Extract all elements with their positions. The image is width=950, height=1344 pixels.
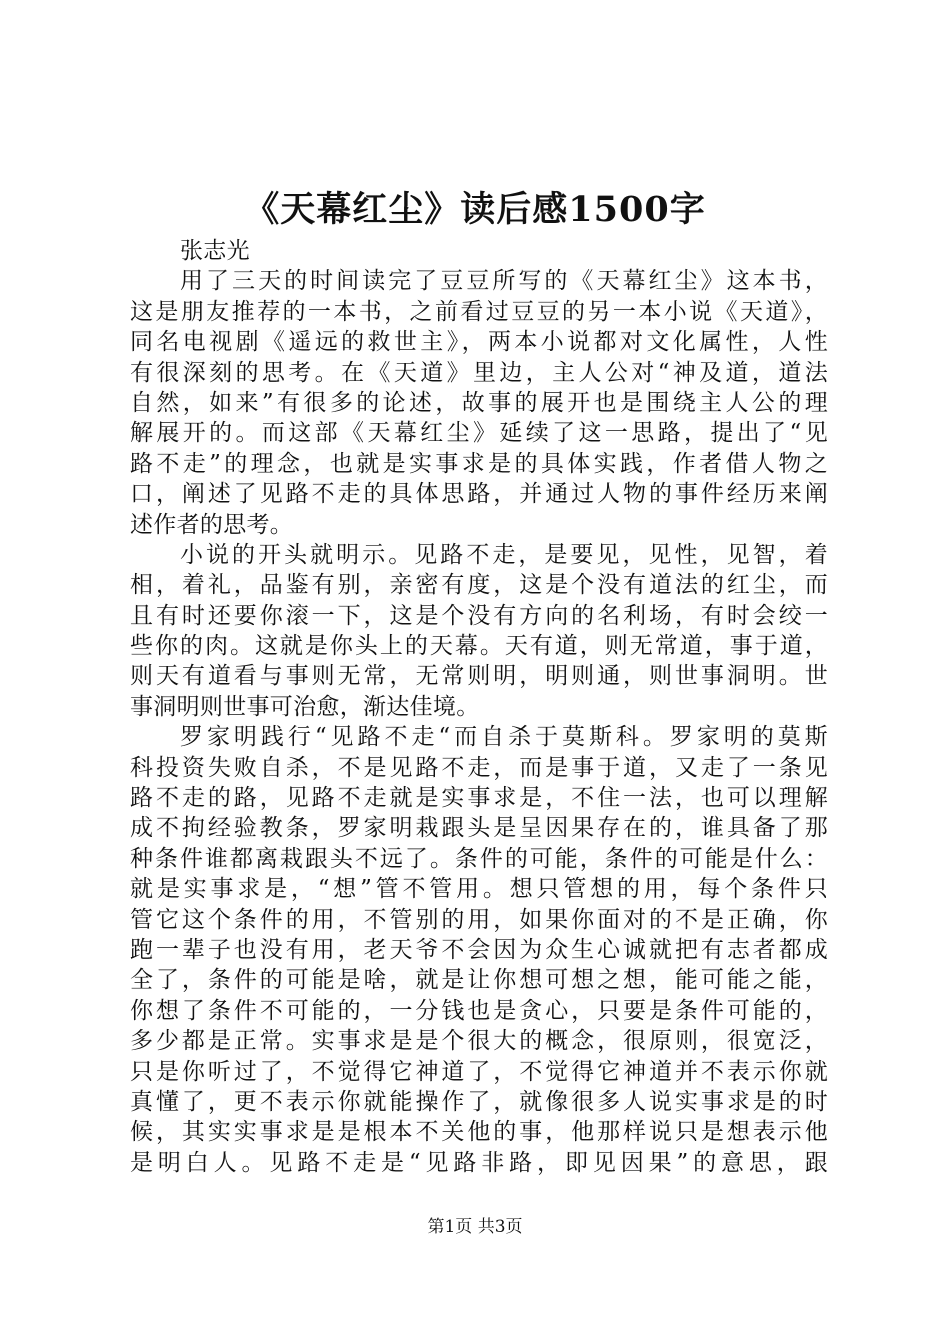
paragraph-line: 解展开的。而这部《天幕红尘》延续了这一思路，提出了“见	[130, 420, 828, 447]
document-body	[130, 236, 828, 1178]
paragraph-line: 且有时还要你滚一下，这是个没有方向的名利场，有时会绞一	[130, 602, 828, 629]
paragraph-line: 候，其实实事求是是根本不关他的事，他那样说只是想表示他	[130, 1119, 828, 1146]
paragraph-line: 科投资失败自杀，不是见路不走，而是事于道，又走了一条见	[130, 754, 828, 781]
paragraph-line: 跑一辈子也没有用，老天爷不会因为众生心诚就把有志者都成	[130, 936, 828, 963]
paragraph-line: 种条件谁都离栽跟头不远了。条件的可能，条件的可能是什么：	[130, 845, 828, 872]
paragraph-line: 是明白人。见路不走是“见路非路，即见因果”的意思，跟	[130, 1149, 828, 1176]
paragraph-line: 相，着礼，品鉴有别，亲密有度，这是个没有道法的红尘，而	[130, 572, 828, 599]
paragraph-line: 全了，条件的可能是啥，就是让你想可想之想，能可能之能，	[130, 967, 828, 994]
paragraph-line: 自然，如来”有很多的论述，故事的展开也是围绕主人公的理	[130, 389, 828, 416]
paragraph-line: 些你的肉。这就是你头上的天幕。天有道，则无常道，事于道，	[130, 633, 828, 660]
paragraph-line: 路不走的路，见路不走就是实事求是，不住一法，也可以理解	[130, 785, 828, 812]
paragraph-line: 事洞明则世事可治愈，渐达佳境。	[130, 693, 480, 720]
paragraph-line: 述作者的思考。	[130, 511, 294, 538]
paragraph-line: 就是实事求是，“想”管不管用。想只管想的用，每个条件只	[130, 876, 828, 903]
paragraph-line: 成不拘经验教条，罗家明栽跟头是呈因果存在的，谁具备了那	[130, 815, 828, 842]
paragraph-line: 同名电视剧《遥远的救世主》，两本小说都对文化属性，人性	[130, 329, 828, 356]
paragraph-line: 这是朋友推荐的一本书，之前看过豆豆的另一本小说《天道》，	[130, 298, 828, 325]
author-name: 张志光	[180, 238, 250, 264]
page-number: 第1页 共3页	[427, 1217, 523, 1237]
paragraph-line: 用了三天的时间读完了豆豆所写的《天幕红尘》这本书，	[180, 268, 828, 295]
paragraph-line: 真懂了，更不表示你就能操作了，就像很多人说实事求是的时	[130, 1088, 828, 1115]
paragraph-line: 路不走”的理念，也就是实事求是的具体实践，作者借人物之	[130, 450, 828, 477]
paragraph-line: 有很深刻的思考。在《天道》里边，主人公对“神及道，道法	[130, 359, 828, 386]
paragraph-line: 口，阐述了见路不走的具体思路，并通过人物的事件经历来阐	[130, 481, 828, 508]
paragraph-line: 管它这个条件的用，不管别的用，如果你面对的不是正确，你	[130, 906, 828, 933]
paragraph-line: 你想了条件不可能的，一分钱也是贪心，只要是条件可能的，	[130, 997, 828, 1024]
paragraph-line: 多少都是正常。实事求是是个很大的概念，很原则，很宽泛，	[130, 1028, 828, 1055]
paragraph-line: 则天有道看与事则无常，无常则明，明则通，则世事洞明。世	[130, 663, 828, 690]
document-title: 《天幕红尘》读后感1500字	[244, 189, 706, 230]
paragraph-line: 只是你听过了，不觉得它神道了，不觉得它神道并不表示你就	[130, 1058, 828, 1085]
paragraph-line: 罗家明践行“见路不走“而自杀于莫斯科。罗家明的莫斯	[180, 724, 828, 751]
paragraph-line: 小说的开头就明示。见路不走，是要见，见性，见智，着	[180, 541, 828, 568]
